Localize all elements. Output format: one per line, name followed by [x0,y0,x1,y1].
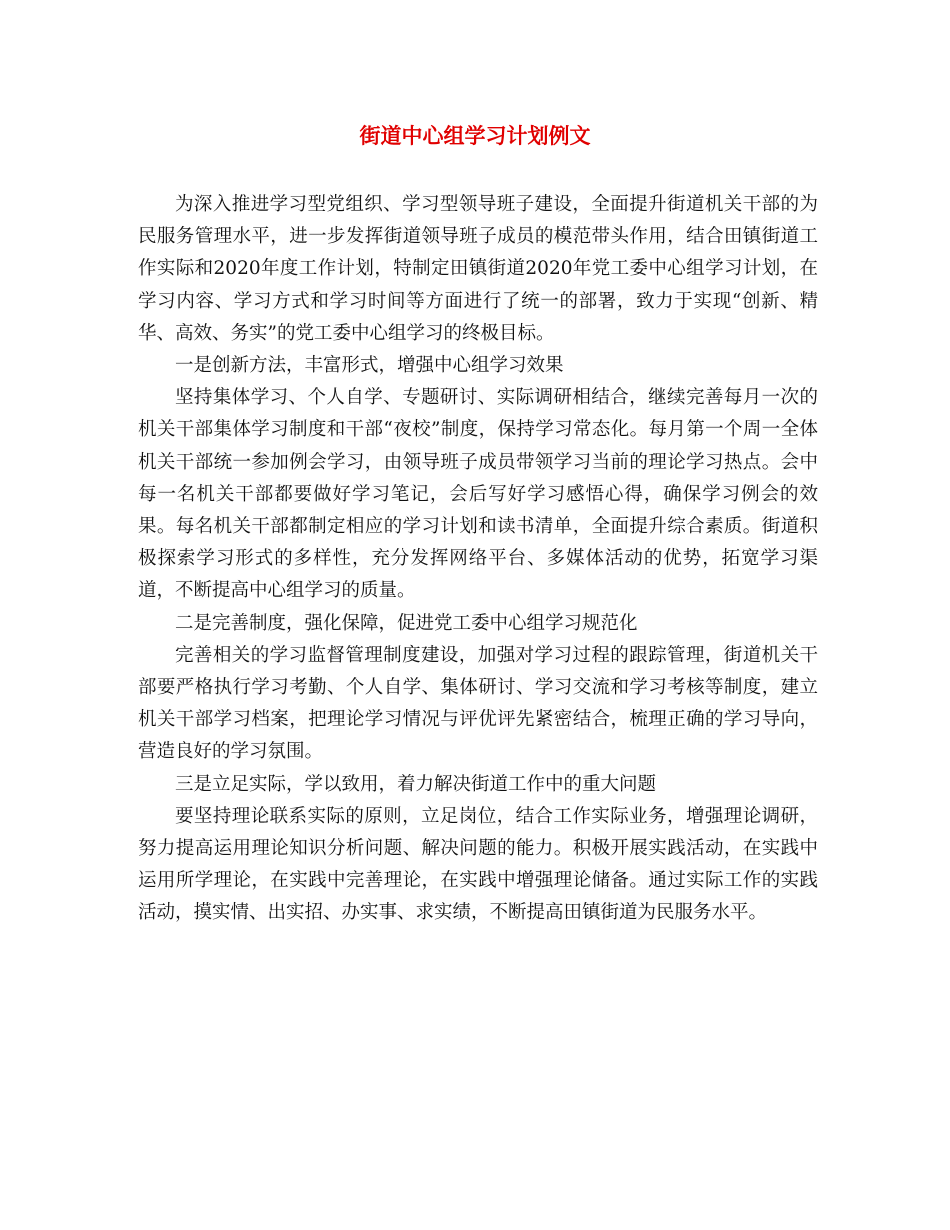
section-heading-1: 一是创新方法，丰富形式，增强中心组学习效果 [175,355,564,377]
section-heading-3: 三是立足实际，学以致用，着力解决街道工作中的重大问题 [175,773,657,795]
paragraph-intro: 为深入推进学习型党组织、学习型领导班子建设，全面提升街道机关干部的为民服务管理水平，进一步发挥街道领导班子成员的模范带头作用，结合田镇街道工作实际和2020年度工作计划，特制定田镇街道2020年党工委中心组学习计划，在学习内容、学习方式和学习时间等方面进行了统一的部署，致力于实现“创新、精华、高效、务实”的党工委中心组学习的终极目标。 [138,194,818,344]
paragraph-section-1: 坚持集体学习、个人自学、专题研讨、实际调研相结合，继续完善每月一次的机关干部集体学习制度和干部“夜校”制度，保持学习常态化。每月第一个周一全体机关干部统一参加例会学习，由领导班子成员带领学习当前的理论学习热点。会中每一名机关干部都要做好学习笔记，会后写好学习感悟心得，确保学习例会的效果。每名机关干部都制定相应的学习计划和读书清单，全面提升综合素质。街道积极探索学习形式的多样性，充分发挥网络平台、多媒体活动的优势，拓宽学习渠道，不断提高中心组学习的质量。 [138,387,818,602]
paragraph-section-3: 要坚持理论联系实际的原则，立足岗位，结合工作实际业务，增强理论调研，努力提高运用理论知识分析问题、解决问题的能力。积极开展实践活动，在实践中运用所学理论，在实践中完善理论，在实践中增强理论储备。通过实际工作的实践活动，摸实情、出实招、办实事、求实绩，不断提高田镇街道为民服务水平。 [138,805,818,924]
document-body [138,189,818,930]
document-title: 街道中心组学习计划例文 [359,123,591,148]
paragraph-section-2: 完善相关的学习监督管理制度建设，加强对学习过程的跟踪管理，街道机关干部要严格执行学习考勤、个人自学、集体研讨、学习交流和学习考核等制度，建立机关干部学习档案，把理论学习情况与评优评先紧密结合，梳理正确的学习导向，营造良好的学习氛围。 [138,644,818,763]
section-heading-2: 二是完善制度，强化保障，促进党工委中心组学习规范化 [175,612,638,634]
